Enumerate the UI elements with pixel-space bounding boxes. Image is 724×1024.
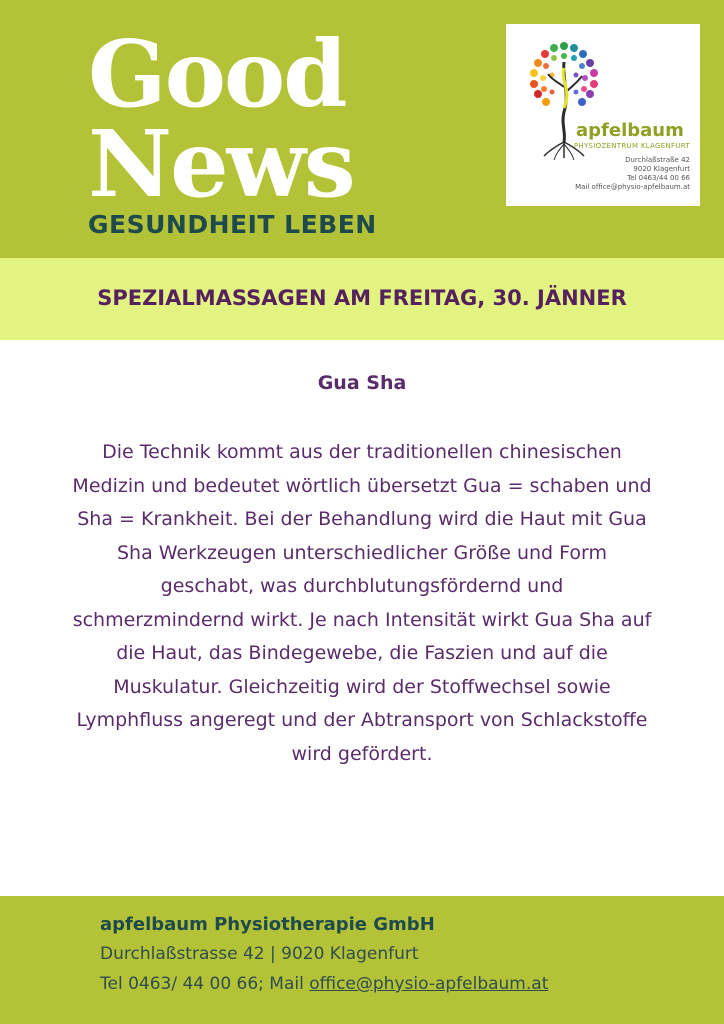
logo-address-line: Tel 0463/44 00 66 — [627, 174, 690, 182]
title-news: News — [88, 110, 354, 218]
title-good: Good — [88, 20, 346, 128]
subtitle: GESUNDHEIT LEBEN — [88, 210, 377, 239]
footer-company: apfelbaum Physiotherapie GmbH — [100, 914, 435, 935]
logo-brand: apfelbaum — [576, 120, 684, 141]
article-body: Die Technik kommt aus der traditionellen chinesischen Medizin und bedeutet wörtlich übersetzt Gua = schaben und Sha = Krankheit. Bei der Behandlung wird die Haut mit Gua Sha Werkzeugen unterschiedlicher Größe und Form geschabt, was durchblutungsfördernd und schmerzmindernd wirkt. Je nach Intensität wirkt Gua Sha auf die Haut, das Bindegewebe, die Faszien und auf die Muskulatur. Gleichzeitig wird der Stoffwechsel sowie Lymphfluss angeregt und der Abtransport von Schlackstoffe wird gefördert. — [72, 441, 652, 765]
footer-contact — [100, 974, 548, 994]
footer-email-link[interactable]: office@physio-apfelbaum.at — [309, 974, 549, 994]
logo-address-line: Mail office@physio-apfelbaum.at — [575, 183, 690, 191]
logo-address-line: 9020 Klagenfurt — [633, 165, 690, 173]
footer — [0, 896, 724, 1024]
logo-subtitle: PHYSIOZENTRUM KLAGENFURT — [573, 142, 690, 150]
footer-contact-phone: Tel 0463/ 44 00 66; Mail — [100, 974, 310, 994]
header — [0, 0, 724, 258]
logo-card — [506, 24, 700, 206]
logo-address-line: Durchlaßstraße 42 — [625, 156, 690, 164]
footer-address: Durchlaßstrasse 42 | 9020 Klagenfurt — [100, 944, 419, 964]
event-banner-text: SPEZIALMASSAGEN AM FREITAG, 30. JÄNNER — [97, 286, 627, 310]
event-banner — [0, 258, 724, 340]
article-title: Gua Sha — [317, 372, 407, 394]
logo-address — [575, 156, 690, 192]
